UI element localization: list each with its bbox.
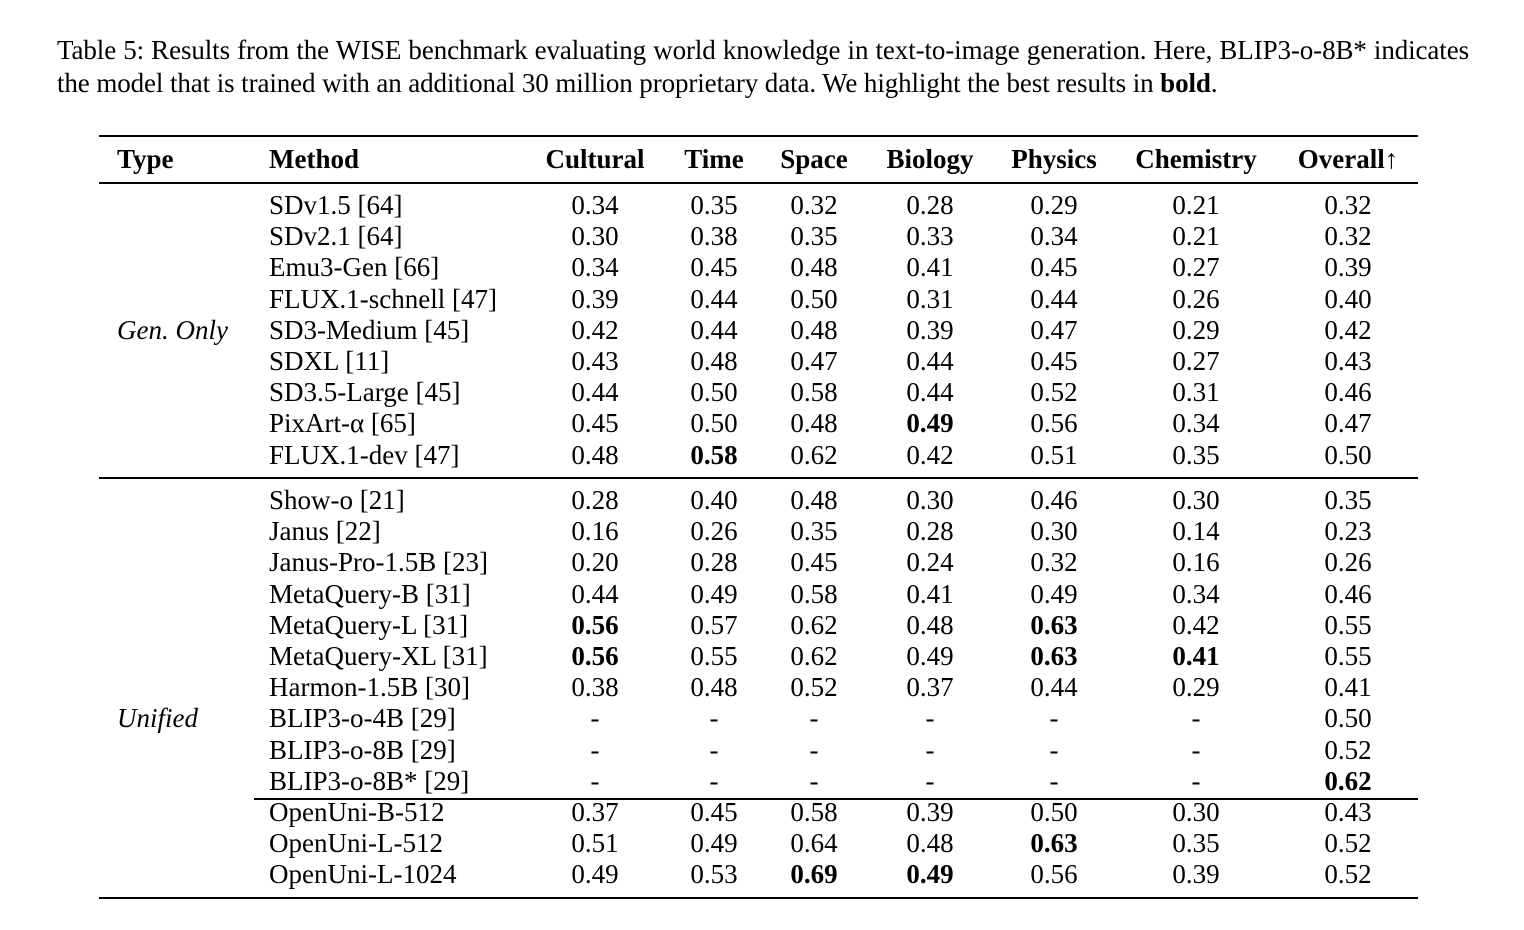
method-cell: Harmon-1.5B [30] [269, 672, 470, 703]
cultural-cell: 0.20 [571, 547, 619, 578]
space-cell: 0.69 [790, 859, 838, 890]
method-cell: FLUX.1-dev [47] [269, 439, 460, 470]
cultural-cell: 0.56 [571, 609, 619, 640]
physics-cell: 0.50 [1030, 797, 1078, 827]
time-cell: 0.48 [690, 346, 738, 376]
method-cell: SDv2.1 [64] [269, 221, 403, 252]
results-table [99, 135, 1418, 900]
table-caption [57, 34, 1469, 100]
method-cell: FLUX.1-schnell [47] [269, 283, 497, 314]
physics-cell: 0.63 [1030, 828, 1078, 859]
overall-cell: 0.47 [1324, 408, 1372, 439]
overall-cell: 0.52 [1324, 734, 1372, 765]
header-overall: Overall↑ [1297, 144, 1399, 174]
top-rule [99, 135, 1418, 137]
header-type: Type [117, 144, 174, 174]
physics-cell: 0.51 [1030, 439, 1078, 470]
time-cell: 0.48 [690, 672, 738, 703]
time-cell: 0.44 [690, 283, 738, 314]
cultural-cell: - [590, 734, 600, 765]
chemistry-cell: 0.26 [1172, 283, 1220, 314]
space-cell: - [809, 734, 819, 765]
biology-cell: 0.24 [906, 547, 954, 578]
overall-cell: 0.52 [1324, 828, 1372, 859]
physics-cell: 0.44 [1030, 283, 1078, 314]
caption-bold-word: bold [1160, 68, 1211, 98]
chemistry-cell: 0.41 [1172, 641, 1220, 671]
space-cell: 0.62 [790, 641, 838, 671]
time-cell: 0.57 [690, 609, 738, 640]
physics-cell: 0.45 [1030, 252, 1078, 283]
overall-cell: 0.41 [1324, 672, 1372, 703]
header-rule [99, 182, 1418, 184]
biology-cell: 0.39 [906, 314, 954, 345]
overall-cell: 0.42 [1324, 314, 1372, 345]
cultural-cell: 0.48 [571, 439, 619, 470]
overall-cell: 0.26 [1324, 547, 1372, 578]
space-cell: 0.48 [790, 485, 838, 515]
time-cell: 0.35 [690, 190, 738, 220]
overall-cell: 0.39 [1324, 252, 1372, 283]
biology-cell: 0.48 [906, 828, 954, 859]
method-cell: OpenUni-L-1024 [269, 859, 457, 890]
time-cell: 0.26 [690, 516, 738, 547]
cultural-cell: 0.44 [571, 578, 619, 609]
space-cell: 0.62 [790, 609, 838, 640]
biology-cell: 0.37 [906, 672, 954, 703]
caption-end: . [1210, 68, 1218, 98]
biology-cell: 0.49 [906, 408, 954, 439]
header-cultural: Cultural [545, 144, 645, 174]
space-cell: 0.58 [790, 578, 838, 609]
cultural-cell: 0.16 [571, 516, 619, 547]
method-cell: SD3.5-Large [45] [269, 377, 461, 408]
method-cell: BLIP3-o-8B [29] [269, 734, 456, 765]
chemistry-cell: 0.21 [1172, 190, 1220, 220]
method-cell: OpenUni-L-512 [269, 828, 443, 859]
time-cell: 0.45 [690, 252, 738, 283]
cultural-cell: 0.56 [571, 641, 619, 671]
cultural-cell: 0.43 [571, 346, 619, 376]
overall-cell: 0.43 [1324, 797, 1372, 827]
physics-cell: 0.29 [1030, 190, 1078, 220]
time-cell: - [709, 734, 719, 765]
time-cell: 0.45 [690, 797, 738, 827]
space-cell: 0.47 [790, 346, 838, 376]
chemistry-cell: 0.31 [1172, 377, 1220, 408]
time-cell: 0.38 [690, 221, 738, 252]
physics-cell: - [1049, 734, 1059, 765]
group-type-label: Gen. Only [117, 314, 228, 345]
space-cell: - [809, 765, 819, 796]
space-cell: 0.58 [790, 377, 838, 408]
chemistry-cell: 0.21 [1172, 221, 1220, 252]
physics-cell: - [1049, 703, 1059, 734]
header-method: Method [269, 144, 359, 174]
header-time: Time [684, 144, 744, 174]
biology-cell: - [925, 703, 935, 734]
space-cell: 0.62 [790, 439, 838, 470]
header-physics: Physics [1011, 144, 1097, 174]
biology-cell: 0.44 [906, 346, 954, 376]
physics-cell: 0.34 [1030, 221, 1078, 252]
method-cell: MetaQuery-L [31] [269, 609, 469, 640]
cultural-cell: 0.51 [571, 828, 619, 859]
time-cell: 0.40 [690, 485, 738, 515]
biology-cell: 0.48 [906, 609, 954, 640]
method-cell: OpenUni-B-512 [269, 797, 445, 827]
cultural-cell: 0.30 [571, 221, 619, 252]
physics-cell: 0.56 [1030, 859, 1078, 890]
physics-cell: 0.56 [1030, 408, 1078, 439]
biology-cell: 0.49 [906, 641, 954, 671]
biology-cell: - [925, 734, 935, 765]
space-cell: 0.50 [790, 283, 838, 314]
cultural-cell: 0.34 [571, 252, 619, 283]
method-cell: Emu3-Gen [66] [269, 252, 440, 283]
method-cell: SDXL [11] [269, 346, 390, 376]
chemistry-cell: 0.30 [1172, 797, 1220, 827]
overall-cell: 0.62 [1324, 765, 1372, 796]
time-cell: 0.44 [690, 314, 738, 345]
time-cell: 0.49 [690, 828, 738, 859]
chemistry-cell: 0.27 [1172, 252, 1220, 283]
chemistry-cell: 0.34 [1172, 578, 1220, 609]
physics-cell: - [1049, 765, 1059, 796]
cultural-cell: 0.44 [571, 377, 619, 408]
chemistry-cell: 0.30 [1172, 485, 1220, 515]
method-cell: MetaQuery-XL [31] [269, 641, 488, 671]
biology-cell: 0.28 [906, 516, 954, 547]
chemistry-cell: 0.35 [1172, 828, 1220, 859]
cultural-cell: 0.42 [571, 314, 619, 345]
biology-cell: 0.31 [906, 283, 954, 314]
overall-cell: 0.55 [1324, 609, 1372, 640]
method-cell: MetaQuery-B [31] [269, 578, 471, 609]
header-biology: Biology [886, 144, 974, 174]
time-cell: 0.49 [690, 578, 738, 609]
biology-cell: 0.30 [906, 485, 954, 515]
space-cell: 0.32 [790, 190, 838, 220]
overall-cell: 0.35 [1324, 485, 1372, 515]
space-cell: 0.52 [790, 672, 838, 703]
overall-cell: 0.32 [1324, 221, 1372, 252]
space-cell: 0.48 [790, 252, 838, 283]
overall-cell: 0.55 [1324, 641, 1372, 671]
bottom-rule [99, 897, 1418, 899]
overall-cell: 0.32 [1324, 190, 1372, 220]
overall-cell: 0.52 [1324, 859, 1372, 890]
cultural-cell: - [590, 703, 600, 734]
method-cell: Janus [22] [269, 516, 381, 547]
time-cell: 0.50 [690, 377, 738, 408]
biology-cell: 0.44 [906, 377, 954, 408]
physics-cell: 0.63 [1030, 609, 1078, 640]
physics-cell: 0.63 [1030, 641, 1078, 671]
physics-cell: 0.47 [1030, 314, 1078, 345]
biology-cell: 0.28 [906, 190, 954, 220]
time-cell: - [709, 765, 719, 796]
chemistry-cell: 0.29 [1172, 314, 1220, 345]
space-cell: 0.58 [790, 797, 838, 827]
chemistry-cell: - [1191, 703, 1201, 734]
method-cell: BLIP3-o-4B [29] [269, 703, 456, 734]
physics-cell: 0.32 [1030, 547, 1078, 578]
cultural-cell: 0.37 [571, 797, 619, 827]
method-cell: SD3-Medium [45] [269, 314, 470, 345]
time-cell: 0.53 [690, 859, 738, 890]
chemistry-cell: 0.16 [1172, 547, 1220, 578]
biology-cell: - [925, 765, 935, 796]
physics-cell: 0.49 [1030, 578, 1078, 609]
chemistry-cell: 0.29 [1172, 672, 1220, 703]
caption-text: Table 5: Results from the WISE benchmark evaluating world knowledge in text-to-image generation. Here, BLIP3-o-8B* indicates the model that is trained with an additional 30 million proprietary data. We highlight the best results in [57, 35, 1469, 98]
chemistry-cell: - [1191, 734, 1201, 765]
biology-cell: 0.49 [906, 859, 954, 890]
physics-cell: 0.30 [1030, 516, 1078, 547]
space-cell: 0.35 [790, 221, 838, 252]
overall-cell: 0.23 [1324, 516, 1372, 547]
biology-cell: 0.33 [906, 221, 954, 252]
physics-cell: 0.46 [1030, 485, 1078, 515]
space-cell: - [809, 703, 819, 734]
chemistry-cell: 0.35 [1172, 439, 1220, 470]
chemistry-cell: 0.14 [1172, 516, 1220, 547]
group-separator-rule [99, 477, 1418, 479]
cultural-cell: 0.45 [571, 408, 619, 439]
time-cell: 0.28 [690, 547, 738, 578]
time-cell: - [709, 703, 719, 734]
physics-cell: 0.52 [1030, 377, 1078, 408]
chemistry-cell: 0.39 [1172, 859, 1220, 890]
overall-cell: 0.40 [1324, 283, 1372, 314]
cultural-cell: 0.28 [571, 485, 619, 515]
cultural-cell: 0.34 [571, 190, 619, 220]
overall-cell: 0.50 [1324, 703, 1372, 734]
time-cell: 0.58 [690, 439, 738, 470]
group-type-label: Unified [117, 703, 198, 734]
time-cell: 0.55 [690, 641, 738, 671]
space-cell: 0.48 [790, 408, 838, 439]
space-cell: 0.48 [790, 314, 838, 345]
overall-cell: 0.46 [1324, 377, 1372, 408]
overall-cell: 0.46 [1324, 578, 1372, 609]
chemistry-cell: 0.34 [1172, 408, 1220, 439]
method-cell: BLIP3-o-8B* [29] [269, 765, 470, 796]
method-cell: SDv1.5 [64] [269, 190, 403, 220]
biology-cell: 0.42 [906, 439, 954, 470]
header-space: Space [780, 144, 848, 174]
header-chemistry: Chemistry [1135, 144, 1257, 174]
cultural-cell: 0.39 [571, 283, 619, 314]
chemistry-cell: 0.27 [1172, 346, 1220, 376]
cultural-cell: - [590, 765, 600, 796]
cultural-cell: 0.38 [571, 672, 619, 703]
method-cell: PixArt-α [65] [269, 408, 416, 439]
space-cell: 0.35 [790, 516, 838, 547]
method-cell: Janus-Pro-1.5B [23] [269, 547, 488, 578]
overall-cell: 0.50 [1324, 439, 1372, 470]
space-cell: 0.45 [790, 547, 838, 578]
biology-cell: 0.41 [906, 578, 954, 609]
chemistry-cell: 0.42 [1172, 609, 1220, 640]
method-cell: Show-o [21] [269, 485, 405, 515]
chemistry-cell: - [1191, 765, 1201, 796]
biology-cell: 0.39 [906, 797, 954, 827]
biology-cell: 0.41 [906, 252, 954, 283]
time-cell: 0.50 [690, 408, 738, 439]
physics-cell: 0.44 [1030, 672, 1078, 703]
physics-cell: 0.45 [1030, 346, 1078, 376]
cultural-cell: 0.49 [571, 859, 619, 890]
overall-cell: 0.43 [1324, 346, 1372, 376]
space-cell: 0.64 [790, 828, 838, 859]
